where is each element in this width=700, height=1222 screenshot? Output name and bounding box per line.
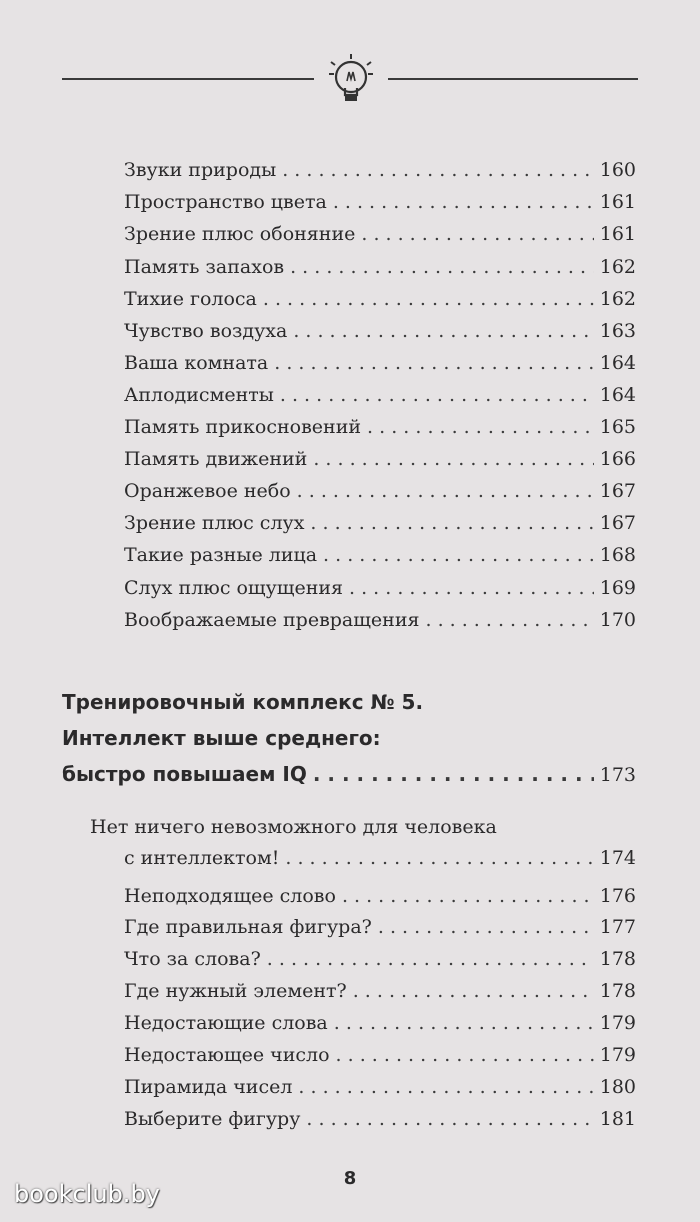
leader-dots: [293, 319, 593, 343]
toc-entry-title: Где нужный элемент?: [124, 980, 347, 1002]
toc-entry-page: 178: [599, 948, 636, 970]
toc-entry-title: Пространство цвета: [124, 191, 327, 213]
toc-entry: [124, 319, 636, 343]
leader-dots: [342, 884, 594, 908]
leader-dots: [336, 1043, 594, 1067]
toc-entry-page: 161: [599, 223, 636, 245]
leader-dots: [378, 915, 594, 939]
toc-entry-page: 164: [599, 352, 636, 374]
toc-entry-title: Оранжевое небо: [124, 480, 291, 502]
toc-entry-title: Недостающее число: [124, 1044, 330, 1066]
toc-entry-title: Что за слова?: [124, 948, 261, 970]
toc-entry-page: 167: [599, 512, 636, 534]
toc-entry-title: Звуки природы: [124, 159, 277, 181]
toc-entry: [124, 1107, 636, 1131]
leader-dots: [306, 1107, 593, 1131]
toc-entry: [124, 1075, 636, 1099]
toc-entry-title: Зрение плюс обоняние: [124, 223, 356, 245]
toc-entry-page: 162: [599, 288, 636, 310]
toc-entry: [124, 884, 636, 908]
toc-entry: [124, 846, 636, 870]
leader-dots: [280, 383, 594, 407]
toc-entry-page: 160: [599, 159, 636, 181]
leader-dots: [425, 608, 593, 632]
intro-line-2: с интеллектом!: [124, 847, 280, 869]
toc-entry-page: 170: [599, 609, 636, 631]
toc-entry-page: 180: [599, 1076, 636, 1098]
toc-entry: [124, 576, 636, 600]
toc-entry: [124, 415, 636, 439]
toc-entry-page: 179: [599, 1044, 636, 1066]
page-header: [0, 0, 700, 120]
leader-dots: [310, 511, 593, 535]
toc-entry-page: 173: [599, 764, 636, 786]
leader-dots: [333, 190, 594, 214]
toc-entry-title: Недостающие слова: [124, 1012, 328, 1034]
toc-entry-title: Воображаемые превращения: [124, 609, 420, 631]
toc-entry: [124, 447, 636, 471]
toc-entry-page: 169: [599, 577, 636, 599]
toc-entry-page: 165: [599, 416, 636, 438]
toc-entry: [124, 479, 636, 503]
leader-dots: [267, 947, 594, 971]
toc-entry-title: Память движений: [124, 448, 308, 470]
toc-entry-page: 168: [599, 544, 636, 566]
leader-dots: [361, 222, 593, 246]
toc-entry: [124, 608, 636, 632]
watermark: bookclub.by: [14, 1180, 160, 1208]
toc-entry-title: Такие разные лица: [124, 544, 318, 566]
leader-dots: [285, 846, 593, 870]
leader-dots: [282, 158, 594, 182]
toc-entry-page: 174: [599, 847, 636, 869]
section-heading-line-1: Тренировочный комплекс № 5.: [62, 690, 424, 714]
toc-entry-page: 162: [599, 256, 636, 278]
leader-dots: [298, 1075, 593, 1099]
toc-entry: [124, 287, 636, 311]
toc-entry-title: Тихие голоса: [124, 288, 257, 310]
toc-entry-page: 166: [599, 448, 636, 470]
toc-entry: [124, 947, 636, 971]
toc-entry-page: 176: [599, 885, 636, 907]
toc-entry-title: Память прикосновений: [124, 416, 362, 438]
toc-entry-title: Ваша комната: [124, 352, 269, 374]
toc-entry-title: Где правильная фигура?: [124, 916, 372, 938]
toc-entry-page: 179: [599, 1012, 636, 1034]
toc-entry: [124, 511, 636, 535]
section-heading-line-3: быстро повышаем IQ: [62, 762, 307, 786]
leader-dots: [313, 447, 593, 471]
toc-entry-title: Неподходящее слово: [124, 885, 336, 907]
header-rule-left: [62, 78, 314, 80]
intro-line-1: Нет ничего невозможного для человека: [90, 816, 497, 838]
leader-dots: [290, 255, 594, 279]
toc-entry-page: 178: [599, 980, 636, 1002]
toc-entry-title: Пирамида чисел: [124, 1076, 293, 1098]
leader-dots: [323, 543, 594, 567]
leader-dots: [313, 762, 594, 786]
toc-entry-title: Выберите фигуру: [124, 1108, 301, 1130]
leader-dots: [349, 576, 594, 600]
page-number: 8: [343, 1168, 357, 1189]
header-rule-right: [388, 78, 638, 80]
toc-entry: [124, 158, 636, 182]
leader-dots: [334, 1011, 594, 1035]
toc-entry: [124, 222, 636, 246]
toc-entry-title: Аплодисменты: [124, 384, 274, 406]
leader-dots: [297, 479, 594, 503]
toc-entry-title: Чувство воздуха: [124, 320, 288, 342]
toc-entry: [124, 383, 636, 407]
toc-entry-page: 163: [599, 320, 636, 342]
toc-entry-page: 181: [599, 1108, 636, 1130]
leader-dots: [367, 415, 594, 439]
toc-entry: [124, 979, 636, 1003]
toc-entry: [124, 1043, 636, 1067]
leader-dots: [274, 351, 593, 375]
toc-entry: [124, 543, 636, 567]
toc-entry: [124, 351, 636, 375]
toc-entry: [124, 190, 636, 214]
section-heading-entry: [62, 762, 636, 787]
toc-entry: [124, 255, 636, 279]
toc-entry-title: Зрение плюс слух: [124, 512, 305, 534]
lightbulb-icon: [325, 52, 377, 108]
toc-entry-page: 177: [599, 916, 636, 938]
section-heading-line-2: Интеллект выше среднего:: [62, 726, 381, 750]
toc-entry-page: 161: [599, 191, 636, 213]
toc-entry: [124, 1011, 636, 1035]
toc-entry-title: Память запахов: [124, 256, 285, 278]
toc-entry-title: Слух плюс ощущения: [124, 577, 344, 599]
toc-entry-page: 167: [599, 480, 636, 502]
toc-entry-page: 164: [599, 384, 636, 406]
leader-dots: [353, 979, 594, 1003]
leader-dots: [263, 287, 594, 311]
toc-entry: [124, 915, 636, 939]
